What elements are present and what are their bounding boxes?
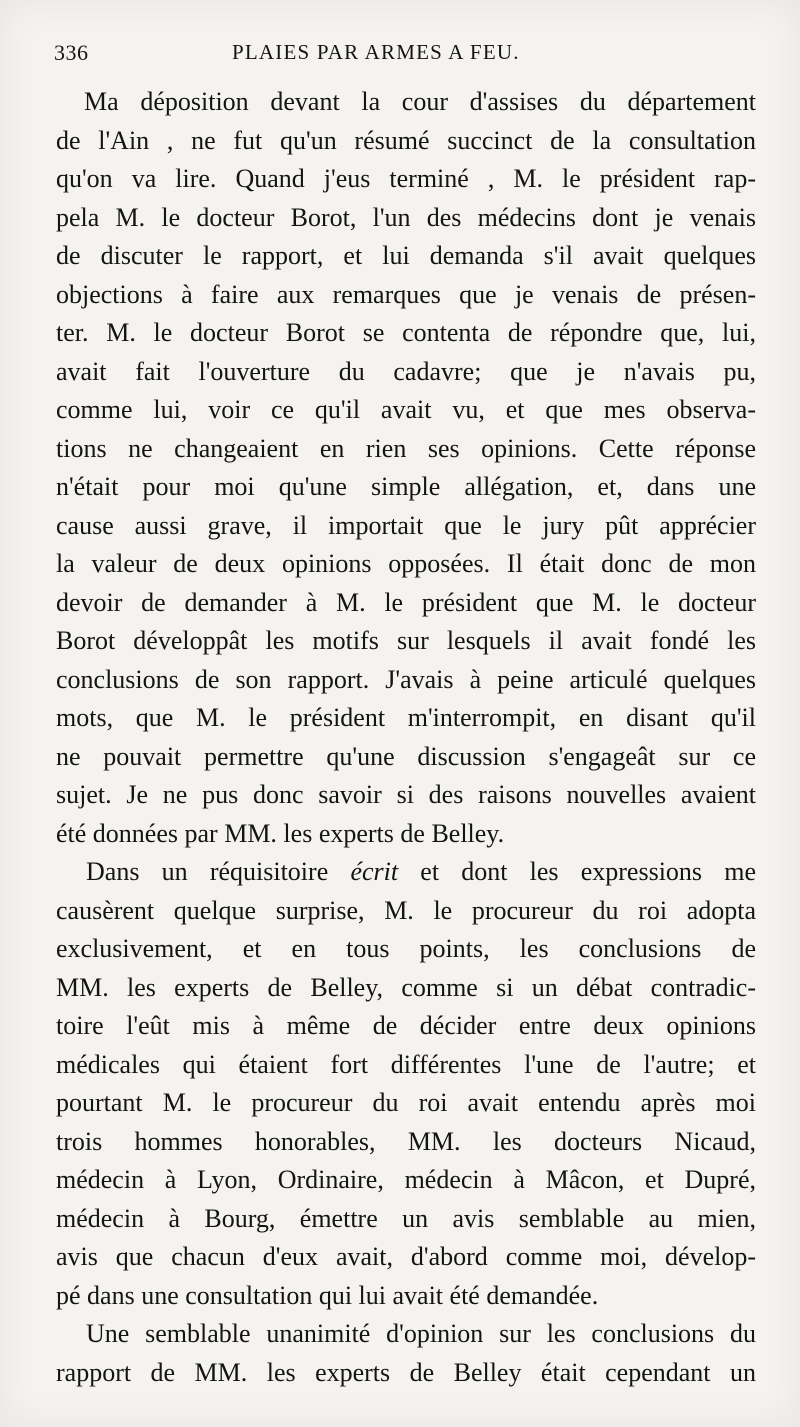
text-line: comme lui, voir ce qu'il avait vu, et que mes observa- xyxy=(56,395,756,424)
text-line: avis que chacun d'eux avait, d'abord comme moi, dévelop- xyxy=(56,1242,756,1271)
italic-word: écrit xyxy=(350,857,399,886)
text-line: médecin à Lyon, Ordinaire, médecin à Mâcon, et Dupré, xyxy=(56,1165,756,1194)
text-line: Borot développât les motifs sur lesquels il avait fondé les xyxy=(56,626,756,655)
page-header xyxy=(54,38,754,70)
text-line: Une semblable unanimité d'opinion sur les conclusions du xyxy=(86,1319,756,1348)
text-line: trois hommes honorables, MM. les docteurs Nicaud, xyxy=(56,1126,756,1156)
text-line: avait fait l'ouverture du cadavre; que je n'avais pu, xyxy=(56,356,756,386)
text-line-with-italic xyxy=(56,853,756,892)
text-line: de l'Ain , ne fut qu'un résumé succinct de la consultation xyxy=(56,125,756,155)
text-line: la valeur de deux opinions opposées. Il était donc de mon xyxy=(56,549,756,578)
text-line: pourtant M. le procureur du roi avait entendu après moi xyxy=(56,1088,756,1117)
text-line: causèrent quelque surprise, M. le procureur du roi adopta xyxy=(56,895,756,925)
text-line: mots, que M. le président m'interrompit, en disant qu'il xyxy=(56,703,756,732)
text-line: cause aussi grave, il importait que le jury pût apprécier xyxy=(56,510,756,540)
text-line: pé dans une consultation qui lui avait été demandée. xyxy=(56,1280,599,1310)
text-segment: et dont les expressions me xyxy=(398,857,757,886)
running-head: PLAIES PAR ARMES A FEU. xyxy=(232,40,520,64)
text-line: conclusions de son rapport. J'avais à peine articulé quelques xyxy=(56,664,756,694)
text-line: été données par MM. les experts de Belley. xyxy=(56,818,505,848)
text-line: rapport de MM. les experts de Belley était cependant un xyxy=(56,1357,756,1387)
page-number: 336 xyxy=(54,40,89,65)
body-text xyxy=(56,83,756,1392)
text-line: n'était pour moi qu'une simple allégation, et, dans une xyxy=(56,472,756,501)
text-line: devoir de demander à M. le président que M. le docteur xyxy=(56,587,756,617)
text-line: qu'on va lire. Quand j'eus terminé , M. le président rap- xyxy=(56,164,756,193)
text-line: toire l'eût mis à même de décider entre deux opinions xyxy=(56,1011,756,1040)
text-line: exclusivement, et en tous points, les conclusions de xyxy=(56,934,756,963)
text-line: objections à faire aux remarques que je venais de présen- xyxy=(56,279,756,309)
text-line: ter. M. le docteur Borot se contenta de répondre que, lui, xyxy=(56,318,756,347)
text-line: médicales qui étaient fort différentes l'une de l'autre; et xyxy=(56,1049,756,1079)
text-line: ne pouvait permettre qu'une discussion s'engageât sur ce xyxy=(56,741,756,771)
text-line: pela M. le docteur Borot, l'un des médecins dont je venais xyxy=(56,202,756,232)
text-line: tions ne changeaient en rien ses opinions. Cette réponse xyxy=(56,433,756,463)
text-line: de discuter le rapport, et lui demanda s'il avait quelques xyxy=(56,241,756,270)
text-line: Ma déposition devant la cour d'assises du département xyxy=(84,87,756,116)
text-line: MM. les experts de Belley, comme si un débat contradic- xyxy=(56,972,756,1002)
text-line: sujet. Je ne pus donc savoir si des raisons nouvelles avaient xyxy=(56,780,756,809)
text-segment: Dans un réquisitoire xyxy=(86,857,351,886)
text-line: médecin à Bourg, émettre un avis semblable au mien, xyxy=(56,1203,756,1233)
